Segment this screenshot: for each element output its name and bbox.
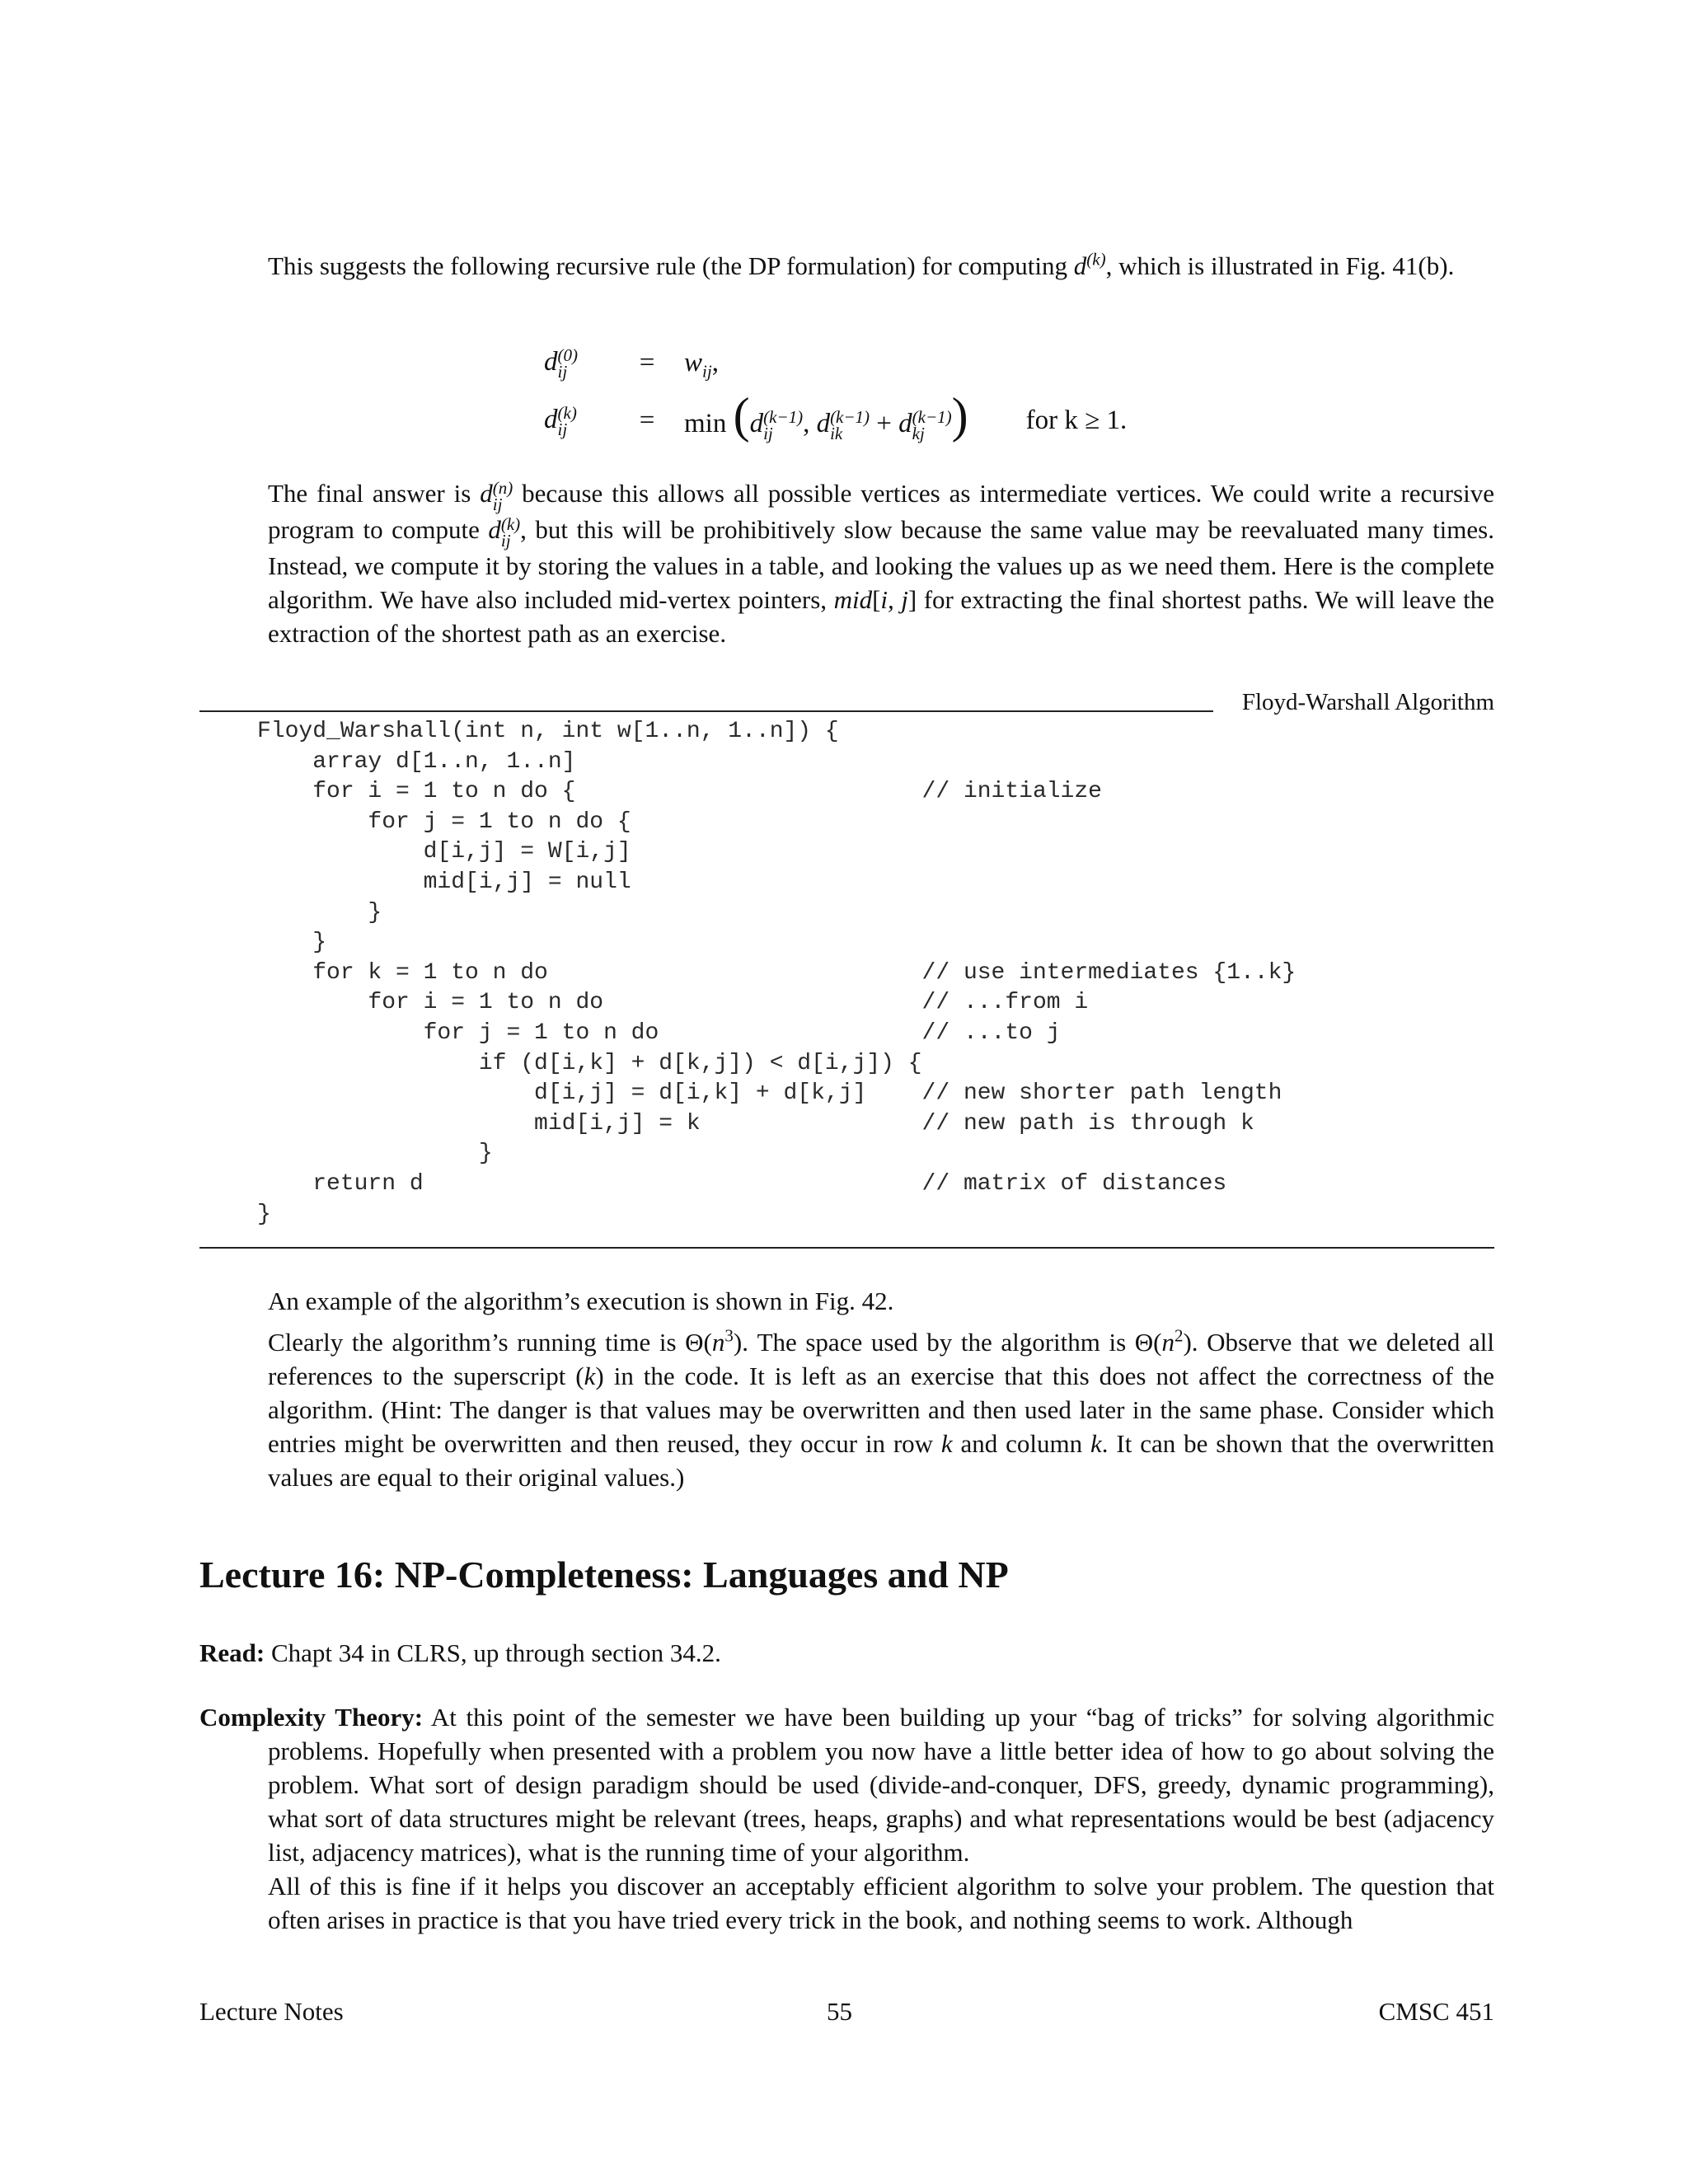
- equals-sign: =: [639, 405, 655, 435]
- footer-left: Lecture Notes: [199, 1997, 344, 2026]
- equation-row-recursive: [544, 387, 1128, 449]
- page-number: 55: [827, 1997, 852, 2026]
- intro-paragraph: [268, 249, 1494, 283]
- min-function: min: [684, 408, 727, 438]
- intro-text: This suggests the following recursive rule (the DP formulation) for computing: [268, 251, 1074, 280]
- math-dk: $d^{(k)}$: [1073, 249, 1106, 280]
- running-time-paragraph: Clearly the algorithm’s running time is $\Theta(n^3)$. The space used by the algorithm is $\Theta(n^2)$. Observe that we deleted all references to the superscript (k) in the code. It is left as an exercise that this does not affect the correctness of the algorithm. (Hint: The danger is that values may be overwritten and then used later in the same phase. Consider which entries might be overwritten and then reused, they occur in row k and column k. It can be shown that the overwritten values are equal to their original values.): [268, 1325, 1494, 1492]
- intro-text-tail: , which is illustrated in Fig. 41(b).: [1105, 251, 1455, 280]
- algorithm-bottom-rule: [199, 1247, 1494, 1249]
- floyd-warshall-code: Floyd_Warshall(int n, int w[1..n, 1..n]) { array d[1..n, 1..n] for i = 1 to n do { // initialize for j = 1 to n do { d[i,j] = W[i,j] mid[i,j] = null } } for k = 1 to n do // use intermediates {1..k} for i = 1 to n do // ...from i for j = 1 to n do // ...to j if (d[i,k] + d[k,j]) < d[i,j]) { d[i,j] = d[i,k] + d[k,j] // new shorter path length mid[i,j] = k // new path is through k } return d // matrix of distances }: [257, 719, 1296, 1227]
- complexity-theory-paragraph-2: All of this is fine if it helps you discover an acceptably efficient algorithm to solve your problem. The question that often arises in practice is that you have tried every trick in the book, and nothing seems to work. Although: [268, 1872, 1494, 1934]
- equation-row-base: [544, 334, 1127, 391]
- equation-condition: for k ≥ 1.: [1025, 405, 1128, 435]
- read-line: Read: Chapt 34 in CLRS, up through section 34.2.: [199, 1638, 721, 1667]
- equals-sign: =: [639, 347, 655, 377]
- algorithm-top-rule: [199, 710, 1213, 712]
- lecture-heading: Lecture 16: NP-Completeness: Languages and NP: [199, 1554, 1009, 1596]
- equation-lhs-recursive: d (k) ij: [544, 403, 577, 440]
- equation-rhs-recursive: min (d (k−1) ij , d (k−1) ik + d (k−1) kj ): [684, 387, 968, 444]
- footer-right: CMSC 451: [1378, 1997, 1494, 2026]
- final-answer-paragraph: The final answer is d (n) ij because this allows all possible vertices as intermediate vertices. We could write a recursive program to compute d (k) ij , but this will be prohibitively slow because the same value may be reevaluated many times. Instead, we compute it by storing the values in a table, and looking the values up as we need them. Here is the complete algorithm. We have also included mid-vertex pointers, mid[i, j] for extracting the final shortest paths. We will leave the extraction of the shortest path as an exercise.: [268, 477, 1495, 648]
- equation-rhs-base: $w_{ij}$,: [684, 347, 719, 382]
- complexity-theory-paragraph: Complexity Theory: At this point of the semester we have been building up your “bag of tricks” for solving algorithmic problems. Hopefully when presented with a problem you now have a little better idea of how to go about solving the problem. What sort of design paradigm should be used (divide-and-conquer, DFS, greedy, dynamic programming), what sort of data structures might be relevant (trees, heaps, graphs) and what representations would be best (adjacency list, adjacency matrices), what is the running time of your algorithm.: [199, 1703, 1494, 1867]
- recurrence-equation: [544, 334, 1127, 449]
- algorithm-title: Floyd-Warshall Algorithm: [1241, 689, 1494, 715]
- example-paragraph: An example of the algorithm’s execution is shown in Fig. 42.: [268, 1286, 894, 1315]
- equation-lhs-base: d (0) ij: [544, 345, 578, 382]
